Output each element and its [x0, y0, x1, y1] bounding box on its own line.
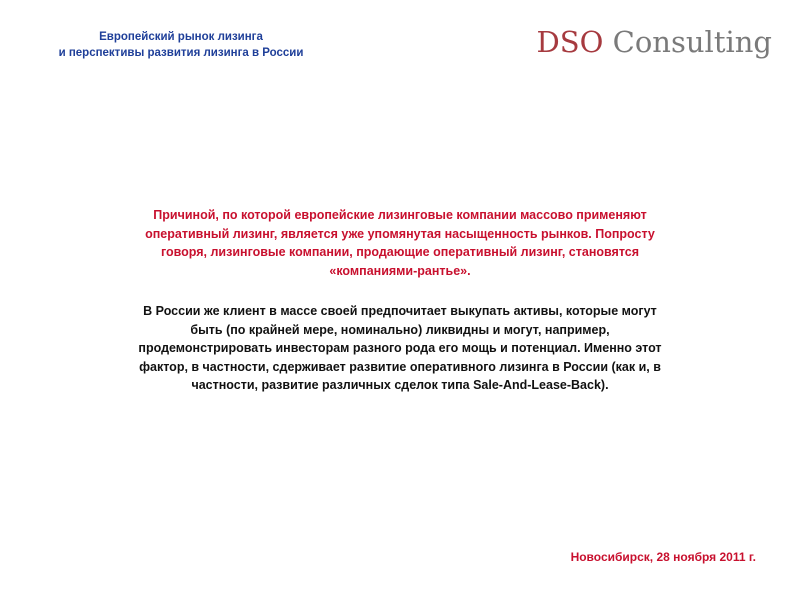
- paragraph-operating-leasing-europe: [60, 206, 740, 280]
- paragraph-leasing-russia: [60, 302, 740, 395]
- logo-dso-text: DSO: [536, 25, 604, 59]
- paragraph-1-line: «компаниями-рантье».: [329, 263, 471, 278]
- paragraph-2-line: быть (по крайней мере, номинально) ликвидны и могут, например,: [190, 322, 610, 337]
- presentation-title-line-1: Европейский рынок лизинга: [99, 31, 263, 43]
- paragraph-2-line: частности, развитие различных сделок типа Sale-And-Lease-Back).: [191, 378, 609, 392]
- footer-place-date: Новосибирск, 28 ноября 2011 г.: [570, 550, 756, 564]
- paragraph-2-line: фактор, в частности, сдерживает развитие оперативного лизинга в России (как и, в: [139, 359, 661, 374]
- presentation-title-line-2: и перспективы развития лизинга в России: [58, 47, 304, 59]
- paragraph-2-line: В России же клиент в массе своей предпочитает выкупать активы, которые могут: [143, 304, 657, 318]
- paragraph-1-line: говоря, лизинговые компании, продающие оперативный лизинг, становятся: [160, 245, 640, 259]
- logo-consulting-text: Consulting: [612, 25, 772, 59]
- dso-consulting-logo: [537, 22, 772, 62]
- paragraph-1-line: Причиной, по которой европейские лизинговые компании массово применяют: [153, 208, 647, 222]
- paragraph-2-line: продемонстрировать инвесторам разного рода его мощь и потенциал. Именно этот: [138, 341, 662, 355]
- paragraph-1-line: оперативный лизинг, является уже упомянутая насыщенность рынков. Попросту: [145, 226, 655, 241]
- presentation-title: [22, 29, 340, 61]
